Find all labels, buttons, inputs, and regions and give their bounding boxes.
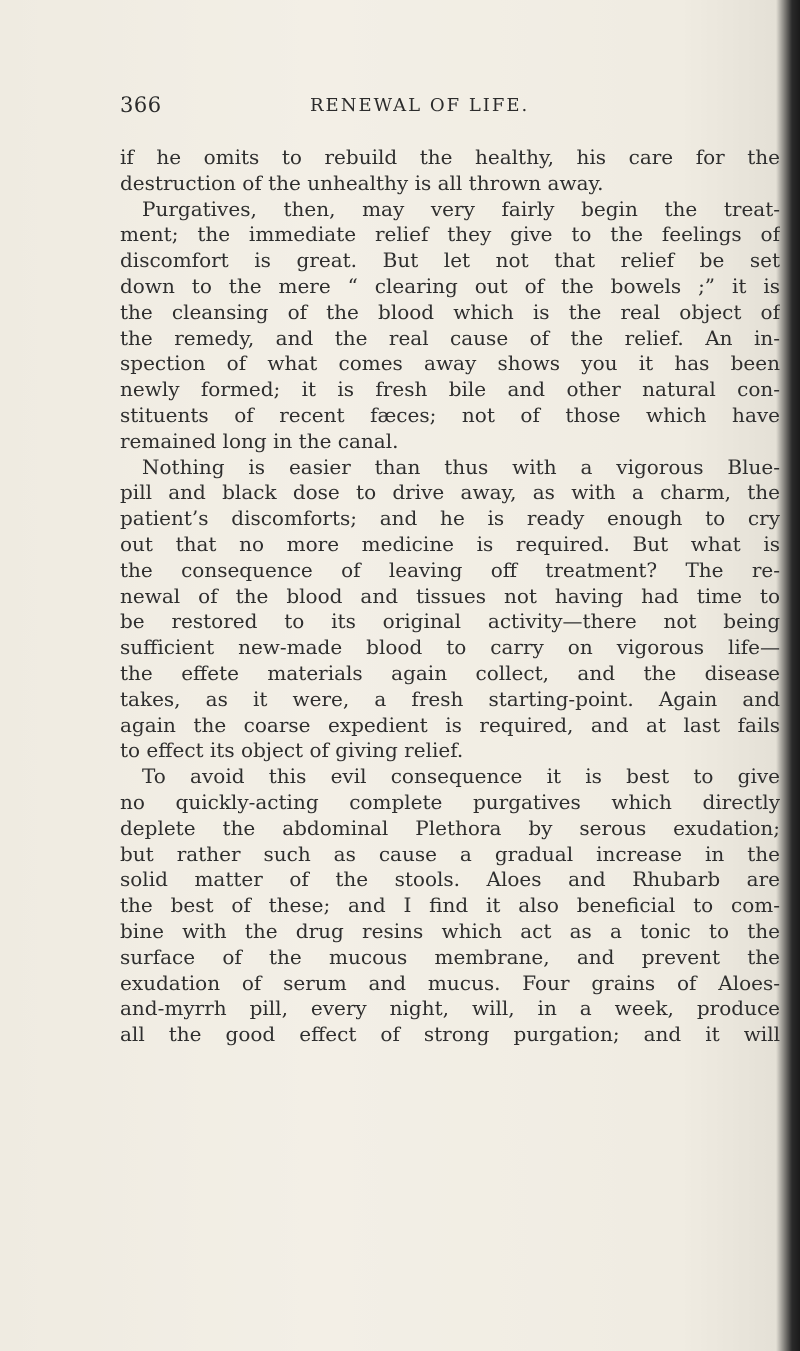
text-line: newly formed; it is fresh bile and other natural con-: [120, 377, 780, 402]
text-line: again the coarse expedient is required, and at last fails: [120, 712, 780, 737]
text-line: to effect its object of giving relief.: [120, 738, 464, 763]
page-header: [120, 93, 782, 123]
text-line: newal of the blood and tissues not having had time to: [120, 583, 780, 608]
text-line: patient’s discomforts; and he is ready enough to cry: [120, 506, 780, 531]
text-line: the cleansing of the blood which is the real object of: [120, 299, 780, 324]
body-text: [120, 145, 780, 1048]
text-line: no quickly-acting complete purgatives which directly: [120, 789, 780, 814]
text-line: takes, as it were, a fresh starting-point. Again and: [120, 686, 780, 711]
text-line: the best of these; and I find it also beneficial to com-: [120, 893, 780, 918]
text-line: surface of the mucous membrane, and prevent the: [120, 944, 780, 969]
text-line: the remedy, and the real cause of the relief. An in-: [120, 325, 780, 350]
text-line: stituents of recent fæces; not of those which have: [120, 402, 780, 427]
text-line: Nothing is easier than thus with a vigorous Blue-: [142, 454, 780, 479]
text-line: all the good effect of strong purgation; and it will: [120, 1022, 780, 1047]
text-line: if he omits to rebuild the healthy, his care for the: [120, 145, 780, 169]
text-line: the consequence of leaving off treatment? The re-: [120, 557, 780, 582]
text-line: ment; the immediate relief they give to the feelings of: [120, 222, 780, 247]
text-line: and-myrrh pill, every night, will, in a week, produce: [120, 996, 780, 1021]
text-line: exudation of serum and mucus. Four grains of Aloes-: [120, 970, 780, 995]
text-line: down to the mere “ clearing out of the bowels ;” it is: [120, 273, 780, 298]
text-line: sufficient new-made blood to carry on vigorous life—: [120, 635, 780, 660]
text-line: bine with the drug resins which act as a tonic to the: [120, 918, 780, 943]
text-line: To avoid this evil consequence it is best to give: [142, 764, 780, 789]
text-line: spection of what comes away shows you it has been: [120, 351, 780, 376]
text-line: discomfort is great. But let not that relief be set: [120, 248, 780, 273]
text-line: remained long in the canal.: [120, 428, 399, 453]
text-line: Purgatives, then, may very fairly begin the treat-: [142, 196, 780, 221]
text-line: solid matter of the stools. Aloes and Rhubarb are: [120, 867, 780, 892]
text-line: the effete materials again collect, and the disease: [120, 660, 780, 685]
text-line: destruction of the unhealthy is all thrown away.: [120, 170, 604, 195]
running-head: RENEWAL OF LIFE.: [310, 95, 530, 116]
text-line: deplete the abdominal Plethora by serous exudation;: [120, 815, 780, 840]
text-line: pill and black dose to drive away, as with a charm, the: [120, 480, 780, 505]
text-line: be restored to its original activity—there not being: [120, 609, 780, 634]
page-number: 366: [120, 93, 162, 117]
text-line: out that no more medicine is required. But what is: [120, 531, 780, 556]
text-line: but rather such as cause a gradual increase in the: [120, 841, 780, 866]
